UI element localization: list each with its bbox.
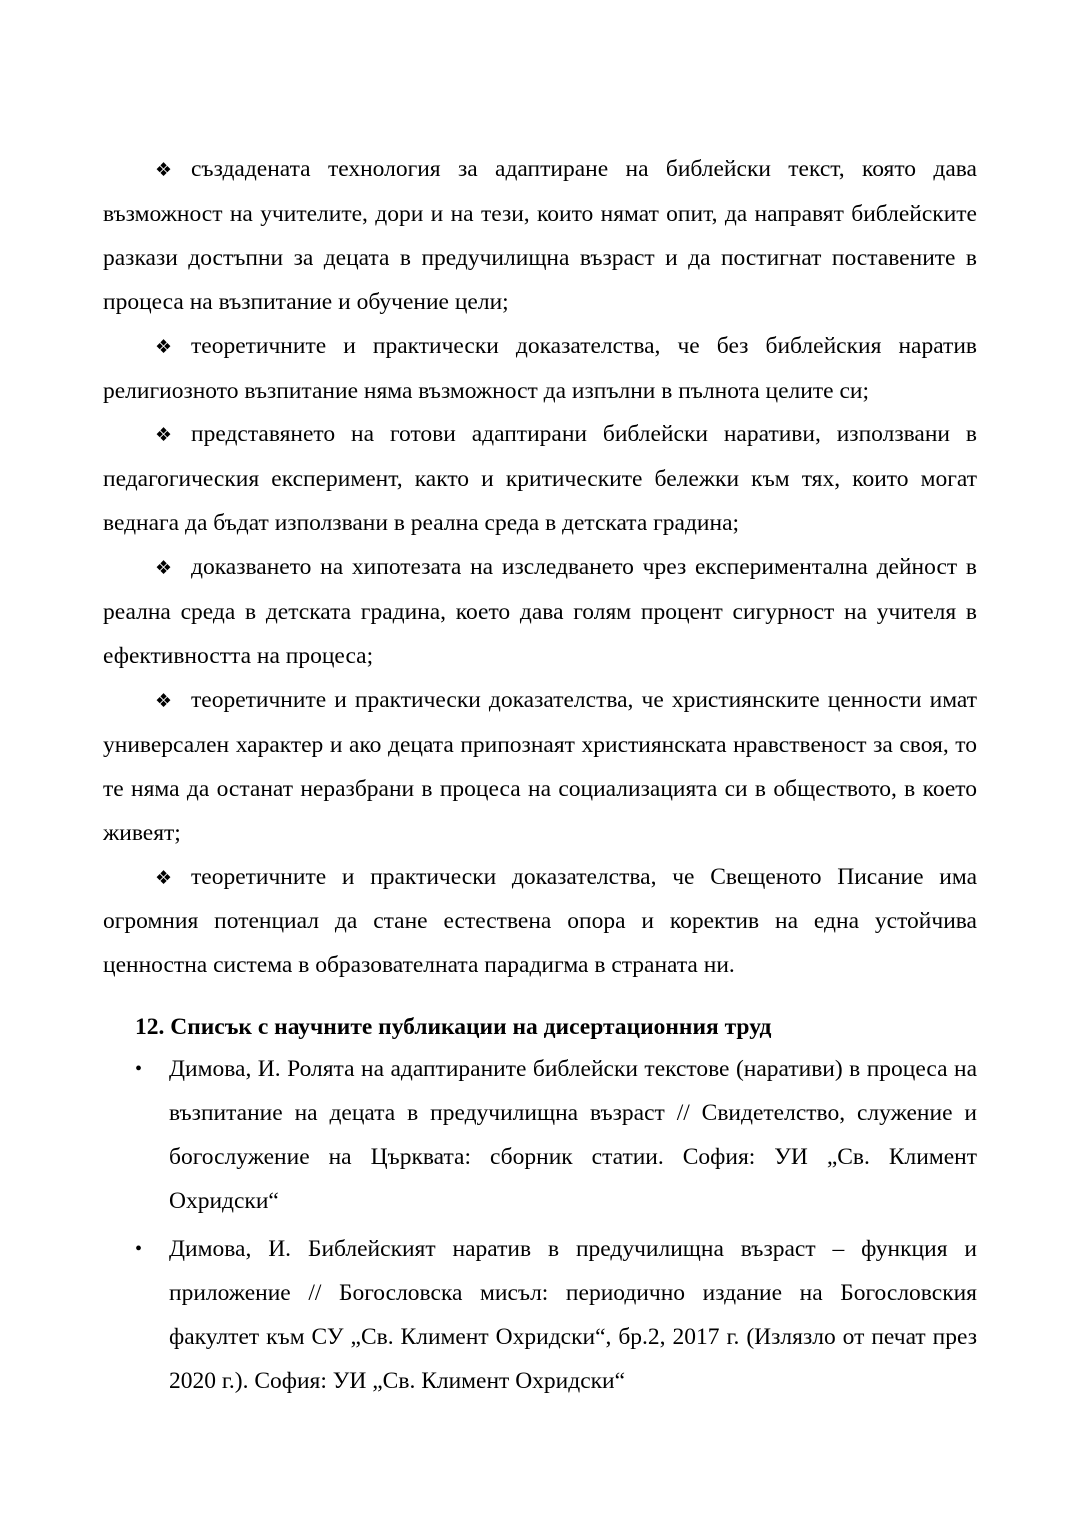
contribution-text: представянето на готови адаптирани библейски наративи, използвани в педагогическия експеримент, както и критическите бележки към тях, които могат веднага да бъдат използвани в реална среда в детската градина;: [103, 421, 977, 537]
publications-heading: 12. Списък с научните публикации на дисертационния труд: [135, 1014, 772, 1040]
contribution-item: [103, 325, 977, 414]
contribution-item: [103, 148, 977, 325]
publication-text: Димова, И. Ролята на адаптираните библейски текстове (наративи) в процеса на възпитание на децата в предучилищна възраст // Свидетелство, служение и богослужение на Църквата: сборник статии. София: УИ „Св. Климент Охридски“: [169, 1056, 977, 1214]
contribution-text: доказването на хипотезата на изследването чрез експериментална дейност в реална среда в детската градина, което дава голям процент сигурност на учителя в ефективността на процеса;: [103, 554, 977, 669]
contribution-item: [103, 413, 977, 546]
contribution-item: [103, 546, 977, 679]
publication-item: [135, 1227, 977, 1403]
diamond-bullet-icon: ❖: [155, 866, 173, 889]
contribution-text: теоретичните и практически доказателства, че без библейския наратив религиозното възпитание няма възможност да изпълни в пълнота целите си;: [103, 332, 977, 404]
publication-item: [135, 1047, 977, 1223]
diamond-bullet-icon: ❖: [155, 424, 173, 447]
publications-list: [135, 1047, 977, 1407]
contributions-list: [103, 148, 977, 988]
diamond-bullet-icon: ❖: [155, 335, 173, 358]
contribution-item: [103, 679, 977, 856]
publication-text: Димова, И. Библейският наратив в предучилищна възраст – функция и приложение // Богословска мисъл: периодично издание на Богословския факултет към СУ „Св. Климент Охридски“, бр.2, 2017 г. (Излязло от печат през 2020 г.). София: УИ „Св. Климент Охридски“: [169, 1236, 977, 1394]
diamond-bullet-icon: ❖: [155, 557, 173, 580]
diamond-bullet-icon: ❖: [155, 159, 173, 181]
round-bullet-icon: •: [135, 1238, 143, 1260]
contribution-item: [103, 856, 977, 989]
contribution-text: теоретичните и практически доказателства, че християнските ценности имат универсален характер и ако децата припознаят християнската нравственост за своя, то те няма да останат неразбрани в процеса на социализацията си в обществото, в което живеят;: [103, 686, 977, 846]
diamond-bullet-icon: ❖: [155, 689, 173, 712]
round-bullet-icon: •: [135, 1058, 143, 1080]
contribution-text: теоретичните и практически доказателства, че Свещеното Писание има огромния потенциал да стане естествена опора и коректив на една устойчива ценностна система в образователната парадигма в страната ни.: [103, 863, 977, 979]
contribution-text: създадената технология за адаптиране на библейски текст, която дава възможност на учителите, дори и на тези, които нямат опит, да направят библейските разкази достъпни за децата в предучилищна възраст и да постигнат поставените в процеса на възпитание и обучение цели;: [103, 156, 977, 315]
